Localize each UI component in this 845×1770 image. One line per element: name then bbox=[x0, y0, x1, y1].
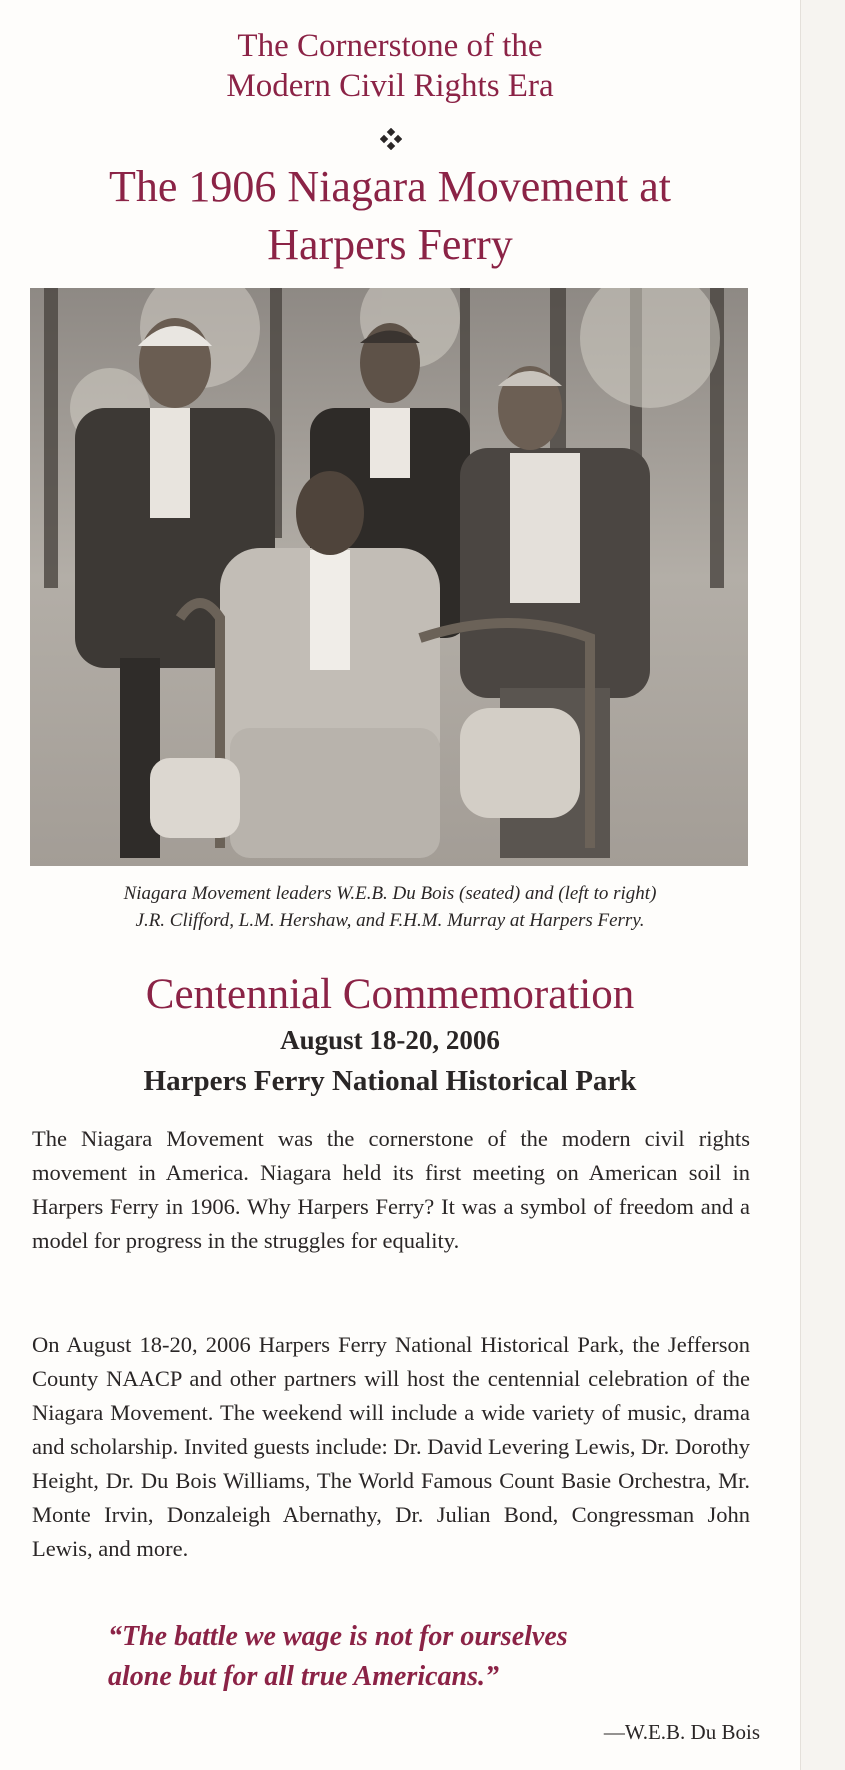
quote-attribution: —W.E.B. Du Bois bbox=[603, 1720, 760, 1744]
paper-edge bbox=[800, 0, 845, 1770]
pull-quote bbox=[108, 1617, 768, 1697]
quote-line-2: alone but for all true Americans.” bbox=[108, 1661, 500, 1692]
main-title-line-1: The 1906 Niagara Movement at bbox=[108, 162, 672, 211]
subtitle-line-1: The Cornerstone of the bbox=[237, 28, 543, 64]
quote-line-1: “The battle we wage is not for ourselves bbox=[108, 1621, 568, 1652]
main-title bbox=[0, 158, 780, 274]
event-location: Harpers Ferry National Historical Park bbox=[143, 1065, 637, 1097]
subtitle-line-2: Modern Civil Rights Era bbox=[226, 68, 554, 104]
diamond-cluster-icon bbox=[380, 128, 402, 150]
body-paragraph-1: The Niagara Movement was the cornerstone of the modern civil rights movement in America. Niagara held its first meeting on American soil in Harpers Ferry in 1906. Why Harpers Ferry? It was a symbol of freedom and a model for progress in the struggles for equality. bbox=[32, 1126, 750, 1253]
photo-caption bbox=[0, 880, 780, 934]
historical-photo bbox=[30, 288, 748, 866]
body-paragraph-2: On August 18-20, 2006 Harpers Ferry National Historical Park, the Jefferson County NAACP and other partners will host the centennial celebration of the Niagara Movement. The weekend will include a wide variety of music, drama and scholarship. Invited guests include: Dr. David Levering Lewis, Dr. Dorothy Height, Dr. Du Bois Williams, The World Famous Count Basie Orchestra, Mr. Monte Irvin, Donzaleigh Abernathy, Dr. Julian Bond, Congressman John Lewis, and more. bbox=[32, 1332, 750, 1561]
caption-line-2: J.R. Clifford, L.M. Hershaw, and F.H.M. Murray at Harpers Ferry. bbox=[135, 910, 645, 931]
group-portrait-image bbox=[30, 288, 748, 866]
caption-line-1: Niagara Movement leaders W.E.B. Du Bois (seated) and (left to right) bbox=[123, 883, 657, 904]
event-heading: Centennial Commemoration bbox=[145, 971, 635, 1018]
subtitle bbox=[0, 26, 780, 106]
main-title-line-2: Harpers Ferry bbox=[267, 220, 513, 269]
event-dates: August 18-20, 2006 bbox=[280, 1025, 500, 1055]
